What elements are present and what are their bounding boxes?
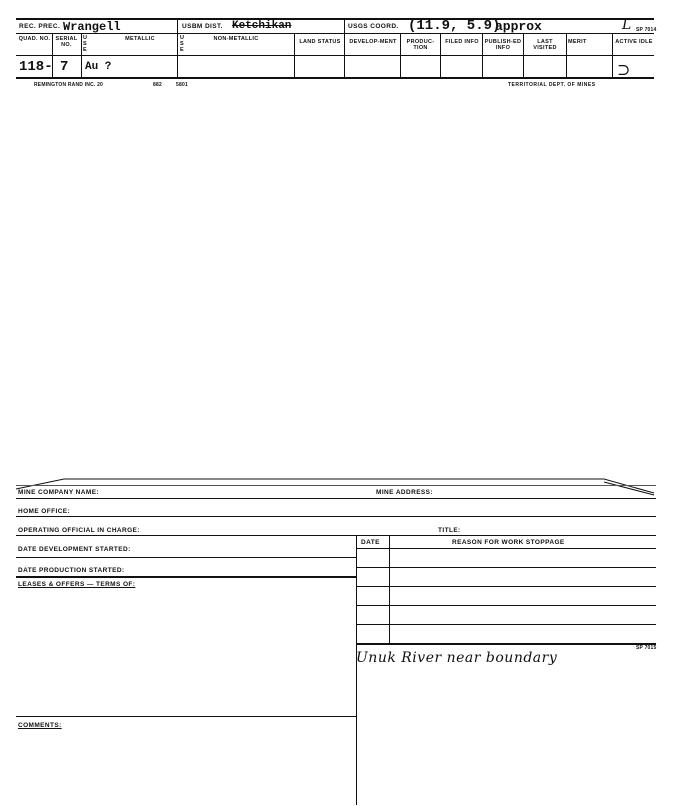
- rule-b-3: [16, 535, 656, 536]
- col-production: PRODUC-TION: [406, 39, 435, 51]
- col-active-idle: ACTIVE IDLE: [615, 39, 653, 45]
- usbm-dist-label: USBM DIST.: [182, 23, 223, 30]
- vline-filed: [482, 33, 483, 78]
- printer-code-b: 5801: [176, 82, 188, 88]
- vline-serial: [81, 33, 82, 78]
- vline-metallic: [177, 18, 178, 78]
- usbm-dist-value: Ketchikan: [232, 20, 292, 32]
- form-number-top: SP 7014: [636, 27, 657, 33]
- printer-imprint: REMINGTON RAND INC. 20: [34, 82, 104, 88]
- serial-value: 7: [60, 59, 69, 75]
- usgs-coord-value: (11.9, 5.9): [408, 18, 501, 34]
- rule-b-1: [16, 498, 656, 499]
- dept-imprint: TERRITORIAL DEPT. OF MINES: [508, 82, 596, 88]
- vline-merit: [612, 33, 613, 78]
- card-edge-svg: [14, 475, 658, 497]
- vline-prod: [440, 33, 441, 78]
- metallic-value: Au ?: [85, 61, 112, 73]
- rule-b-0: [16, 485, 656, 486]
- form-number-bottom: SP 7015: [636, 645, 657, 651]
- printer-code-a: 882: [153, 82, 162, 88]
- rule-b-4: [16, 557, 356, 558]
- vline-nonmetal: [294, 33, 295, 78]
- col-non-metallic: NON-METALLIC: [213, 36, 259, 42]
- quad-value: 118-: [19, 59, 53, 75]
- leases-label: LEASES & OFFERS — TERMS OF:: [18, 581, 136, 588]
- vline-last: [566, 33, 567, 78]
- handwritten-note: Unuk River near boundary: [356, 650, 558, 666]
- col-development: DEVELOP-MENT: [349, 39, 397, 45]
- date-production-label: DATE PRODUCTION STARTED:: [18, 567, 125, 574]
- mine-company-label: MINE COMPANY NAME:: [18, 489, 99, 496]
- rule-b-10: [356, 643, 656, 645]
- rec-prec-value: Wrangell: [63, 20, 121, 34]
- col-land-status: LAND STATUS: [299, 39, 341, 45]
- col-last-visited: LAST VISITED: [533, 39, 557, 51]
- date-column-header: DATE: [361, 539, 380, 546]
- title-label: TITLE:: [438, 527, 461, 534]
- col-serial-no: SERIAL NO.: [55, 36, 78, 48]
- vline-land: [344, 18, 345, 78]
- usgs-coord-label: USGS COORD.: [348, 23, 399, 30]
- rule-b-9: [356, 624, 656, 625]
- date-development-label: DATE DEVELOPMENT STARTED:: [18, 546, 131, 553]
- rule-b-8: [356, 605, 656, 606]
- active-mark: ⊃: [617, 60, 631, 79]
- col-merit: MERIT: [568, 39, 587, 45]
- col-filed-info: FILED INFO: [445, 39, 479, 45]
- rule-comments: [16, 716, 356, 717]
- rec-prec-label: REC. PREC.: [19, 23, 61, 30]
- rule-b-7: [356, 586, 656, 587]
- home-office-label: HOME OFFICE:: [18, 508, 71, 515]
- vline-pub: [523, 33, 524, 78]
- col-published-info: PUBLISH-ED INFO: [484, 39, 522, 51]
- vline-divider: [356, 535, 357, 805]
- rule-b-date-head: [356, 548, 656, 549]
- col-metallic: METALLIC: [125, 36, 155, 42]
- rule-b-2: [16, 516, 656, 517]
- usgs-coord-note: approx: [495, 19, 542, 34]
- mine-address-label: MINE ADDRESS:: [376, 489, 433, 496]
- rule-b-6: [16, 576, 356, 578]
- reason-column-header: REASON FOR WORK STOPPAGE: [452, 539, 565, 546]
- handwritten-mark: L: [622, 17, 632, 33]
- comments-label: COMMENTS:: [18, 722, 62, 729]
- rule-top-4: [16, 77, 654, 79]
- col-use-a: U S E: [83, 35, 88, 53]
- vline-date: [389, 535, 390, 645]
- operating-official-label: OPERATING OFFICIAL IN CHARGE:: [18, 527, 140, 534]
- rule-b-5: [356, 567, 656, 568]
- col-use-b: U S E: [180, 35, 185, 53]
- rule-top-3: [16, 55, 654, 56]
- col-quad-no: QUAD. NO.: [18, 36, 51, 42]
